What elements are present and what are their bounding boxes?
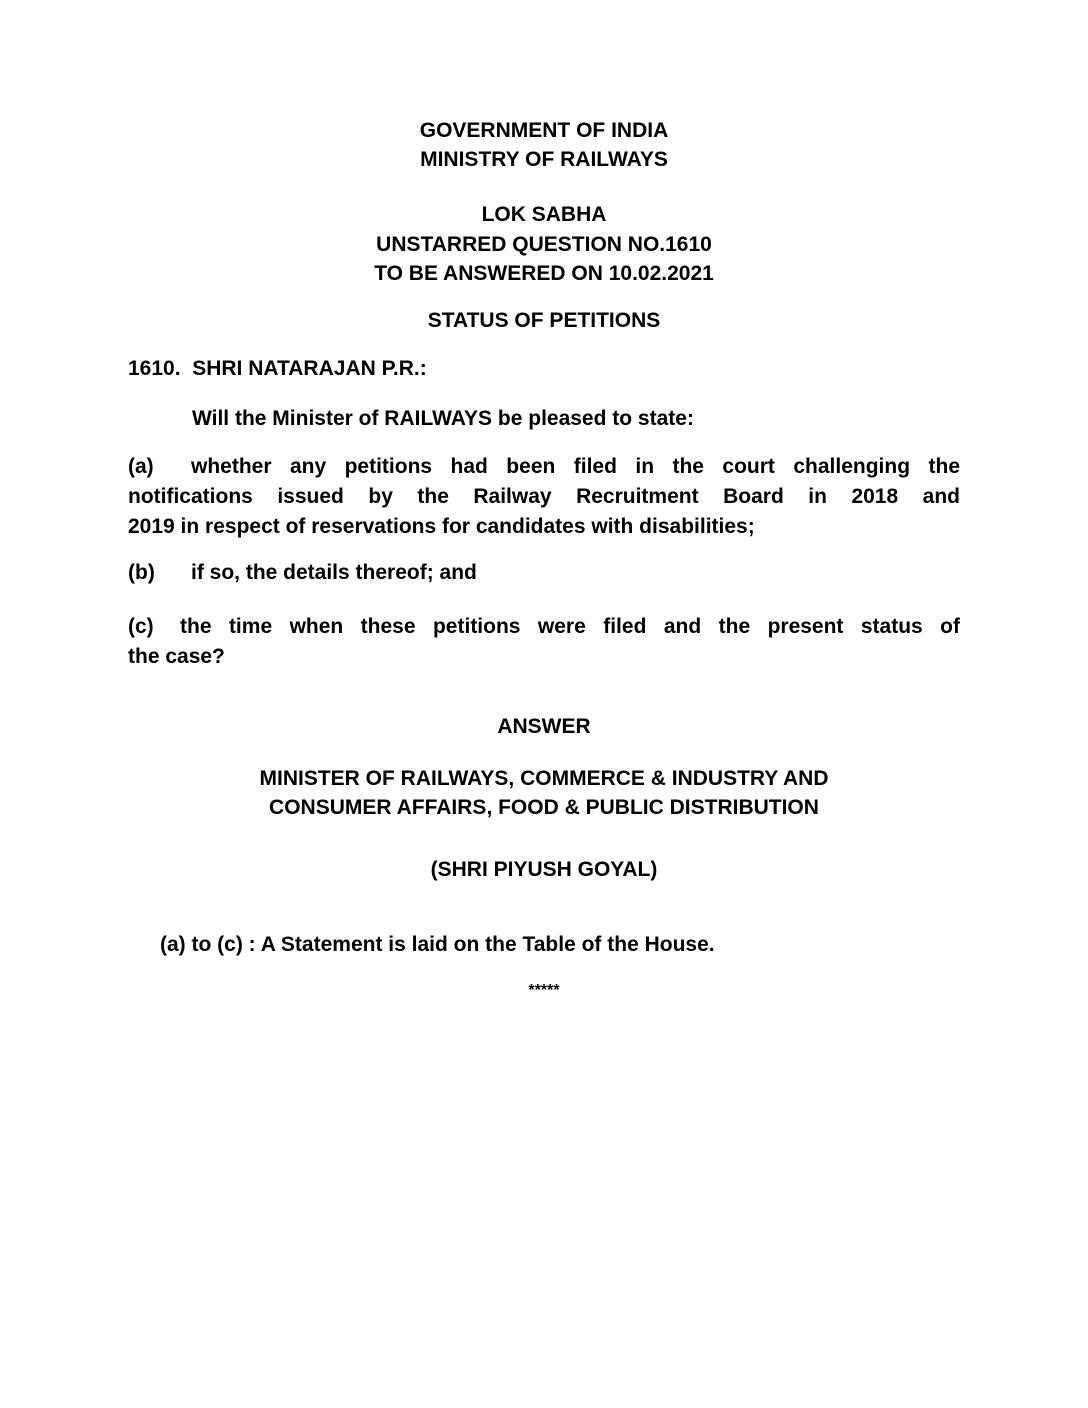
end-mark: ***** <box>528 982 560 999</box>
answer-reply: (a) to (c) : A Statement is laid on the Table of the House. <box>160 933 715 956</box>
question-c-label: (c) <box>128 615 154 638</box>
question-part-c <box>128 612 960 672</box>
question-a-text-1: whether any petitions had been filed in the court challenging the <box>191 455 960 478</box>
question-a-line-3: 2019 in respect of reservations for candidates with disabilities; <box>128 515 755 538</box>
question-c-line-2: the case? <box>128 645 225 668</box>
header-question-number: UNSTARRED QUESTION NO.1610 <box>376 233 712 256</box>
question-part-a <box>128 452 960 542</box>
question-a-label: (a) <box>128 455 154 478</box>
question-c-line-1 <box>128 612 960 642</box>
header-house: LOK SABHA <box>481 203 607 226</box>
minister-title-line-2: CONSUMER AFFAIRS, FOOD & PUBLIC DISTRIBUTION <box>269 796 819 819</box>
question-part-b <box>128 558 477 588</box>
question-a-line-2: notifications issued by the Railway Recruitment Board in 2018 and <box>128 485 960 508</box>
question-asker: 1610. SHRI NATARAJAN P.R.: <box>128 357 427 380</box>
question-b-label: (b) <box>128 561 155 584</box>
header-ministry: MINISTRY OF RAILWAYS <box>420 148 668 171</box>
answer-heading: ANSWER <box>497 715 591 738</box>
header-answer-date: TO BE ANSWERED ON 10.02.2021 <box>374 262 714 285</box>
question-a-line-1 <box>128 452 960 482</box>
minister-title-line-1: MINISTER OF RAILWAYS, COMMERCE & INDUSTRY AND <box>259 767 829 790</box>
question-intro: Will the Minister of RAILWAYS be pleased to state: <box>192 407 694 430</box>
question-c-text-1: the time when these petitions were filed and the present status of <box>180 615 960 638</box>
header-government: GOVERNMENT OF INDIA <box>419 119 669 142</box>
minister-name: (SHRI PIYUSH GOYAL) <box>430 858 658 881</box>
question-b-text: if so, the details thereof; and <box>191 561 477 584</box>
subject-title: STATUS OF PETITIONS <box>427 309 661 332</box>
